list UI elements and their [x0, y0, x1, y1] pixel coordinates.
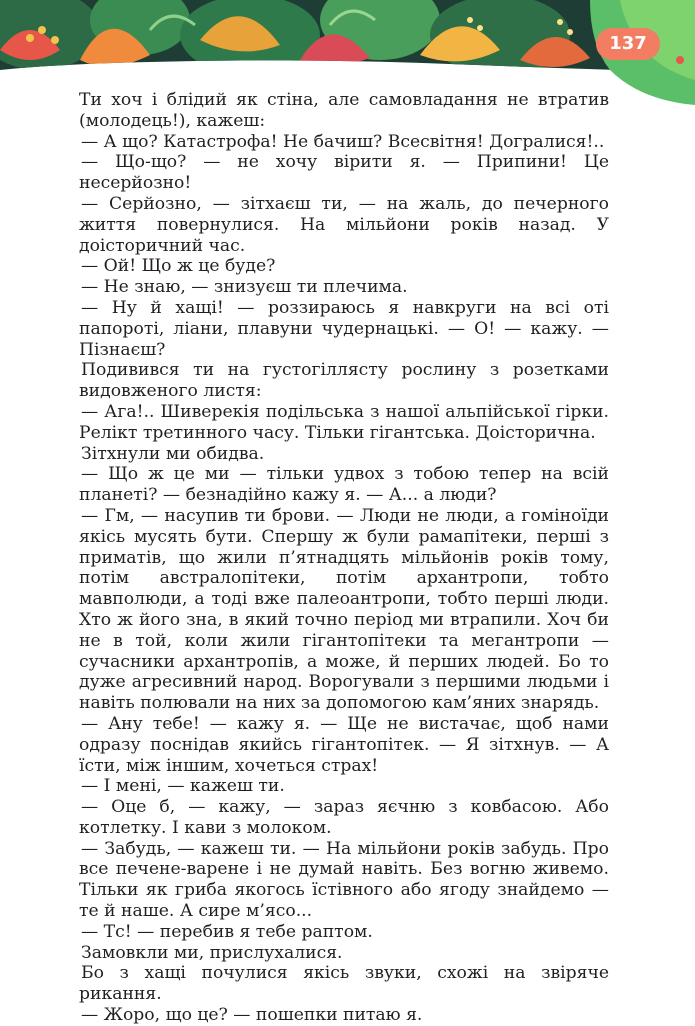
paragraph: — Що-що? — не хочу вірити я. — Припини! Це несерйозно!	[79, 152, 609, 194]
paragraph: — Гм, — насупив ти брови. — Люди не люди, а гоміноїди якісь мусять бути. Спершу ж були рамапітеки, перші з приматів, що жили п’ятнадцять мільйонів років тому, потім австралопітеки, потім архантропи, тобто мавполюди, а тоді вже палеоантропи, тобто перші люди. Хто ж його зна, в який точно період ми втрапили. Хоч би не в той, коли жили гігантопітеки та мегантропи — сучасники архантропів, а може, й перших людей. Бо то дуже агресивний народ. Ворогували з першими людьми і навіть полювали на них за допомогою кам’яних знарядь.	[79, 505, 609, 714]
paragraph: — Ой! Що ж це буде?	[81, 256, 276, 277]
paragraph: — Ну й хащі! — роззираюсь я навкруги на всі оті папороті, ліани, плавуни чудернацькі. — О! — кажу. — Пізнаєш?	[79, 297, 609, 360]
paragraph: — Ага!.. Шиверекія подільська з нашої альпійської гірки. Релікт третинного часу. Тільки гігантська. Доісторична.	[79, 401, 609, 443]
paragraph: — Жоро, що це? — пошепки питаю я.	[81, 1005, 423, 1026]
paragraph: Замовкли ми, прислухалися.	[81, 942, 343, 963]
paragraph: Подивився ти на густогіллясту рослину з розетками видовженого листя:	[79, 360, 609, 402]
paragraph: Бо з хащі почулися якісь звуки, схожі на звіряче рикання.	[79, 963, 609, 1005]
paragraph: — Тс! — перебив я тебе раптом.	[81, 921, 373, 942]
paragraph: — Ану тебе! — кажу я. — Ще не вистачає, щоб нами одразу поснідав якийсь гігантопітек. — Я зітхнув. — А їсти, між іншим, хочеться страх!	[79, 713, 609, 776]
paragraph: — Що ж це ми — тільки удвох з тобою тепер на всій планеті? — безнадійно кажу я. — А... а люди?	[79, 464, 609, 506]
paragraph: Ти хоч і блідий як стіна, але самовладання не втратив (молодець!), кажеш:	[79, 90, 609, 131]
paragraph: — І мені, — кажеш ти.	[81, 776, 285, 797]
paragraph: — Забудь, — кажеш ти. — На мільйони років забудь. Про все печене-варене і не думай навіть. Без вогню живемо. Тільки як гриба якогось їстівного або ягоду знайдемо — те й наше. А сире м’ясо...	[79, 838, 609, 922]
paragraph: — Серйозно, — зітхаєш ти, — на жаль, до печерного життя повернулися. На мільйони років назад. У доісторичний час.	[79, 193, 609, 256]
page-number-badge: 137	[596, 28, 660, 60]
paragraph: — А що? Катастрофа! Не бачиш? Всесвітня! Догралися!..	[81, 131, 605, 152]
story-text	[79, 90, 609, 1026]
paragraph: Зітхнули ми обидва.	[81, 443, 265, 464]
paragraph: — Оце б, — кажу, — зараз яєчню з ковбасою. Або котлетку. І кави з молоком.	[79, 797, 609, 838]
paragraph: — Не знаю, — знизуєш ти плечима.	[81, 277, 408, 298]
